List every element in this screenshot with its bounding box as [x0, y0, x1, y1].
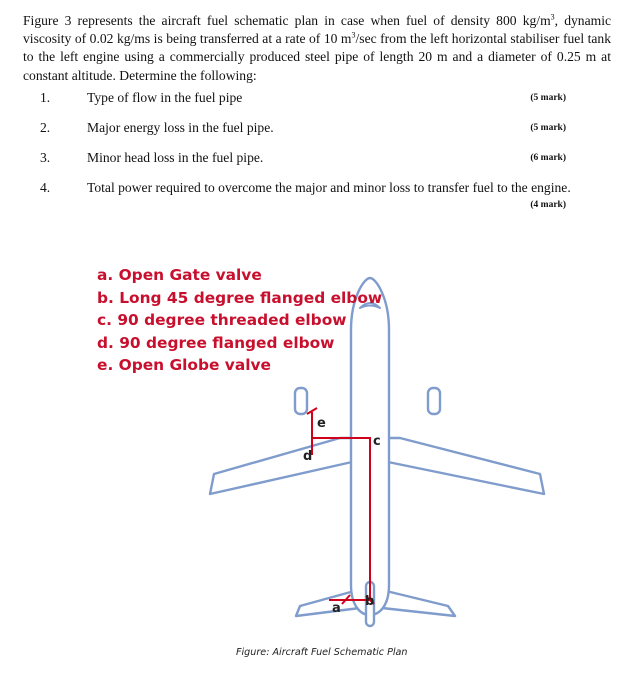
legend-item: e. Open Globe valve — [97, 356, 271, 375]
label-b: b — [365, 594, 375, 609]
question-text: Total power required to overcome the major and minor loss to transfer fuel to the engine. — [87, 180, 571, 195]
question-text: Type of flow in the fuel pipe — [87, 90, 243, 105]
question-marks: (5 mark) — [530, 123, 566, 133]
figure-caption: Figure: Aircraft Fuel Schematic Plan — [236, 647, 408, 658]
question-number: 2. — [40, 120, 51, 135]
component-legend — [97, 264, 382, 377]
question-number: 4. — [40, 180, 51, 195]
legend-item: d. 90 degree flanged elbow — [97, 333, 335, 352]
right-stabilizer — [382, 590, 455, 616]
question-number: 1. — [40, 90, 51, 105]
label-a: a — [332, 601, 341, 616]
question-marks: (4 mark) — [530, 200, 566, 210]
left-engine — [295, 388, 307, 414]
legend-item: a. Open Gate valve — [97, 266, 262, 284]
left-wing — [210, 438, 352, 494]
question-number: 3. — [40, 150, 51, 165]
problem-statement: Figure 3 represents the aircraft fuel schematic plan in case when fuel of density 800 $kg/m^3$, dynamic viscosity of 0.02 kg/ms is being transferred at a rate of 10 $m^3/\sec$ from the left horizontal stabiliser fuel tank to the left engine using a commercially produced steel pipe of length 20 m and a diameter of 0.25 m at constant altitude. Determine the following: — [23, 12, 611, 83]
right-wing — [388, 438, 544, 494]
right-engine — [428, 388, 440, 414]
label-d: d — [303, 449, 313, 464]
question-text: Major energy loss in the fuel pipe. — [87, 120, 274, 135]
question-marks: (5 mark) — [530, 93, 566, 103]
question-text: Minor head loss in the fuel pipe. — [87, 150, 264, 165]
legend-item: c. 90 degree threaded elbow — [97, 311, 347, 330]
question-marks: (6 mark) — [530, 153, 566, 163]
label-e: e — [317, 416, 326, 431]
label-c: c — [373, 434, 381, 449]
legend-item: b. Long 45 degree flanged elbow — [97, 288, 383, 307]
left-stabilizer — [296, 590, 360, 616]
